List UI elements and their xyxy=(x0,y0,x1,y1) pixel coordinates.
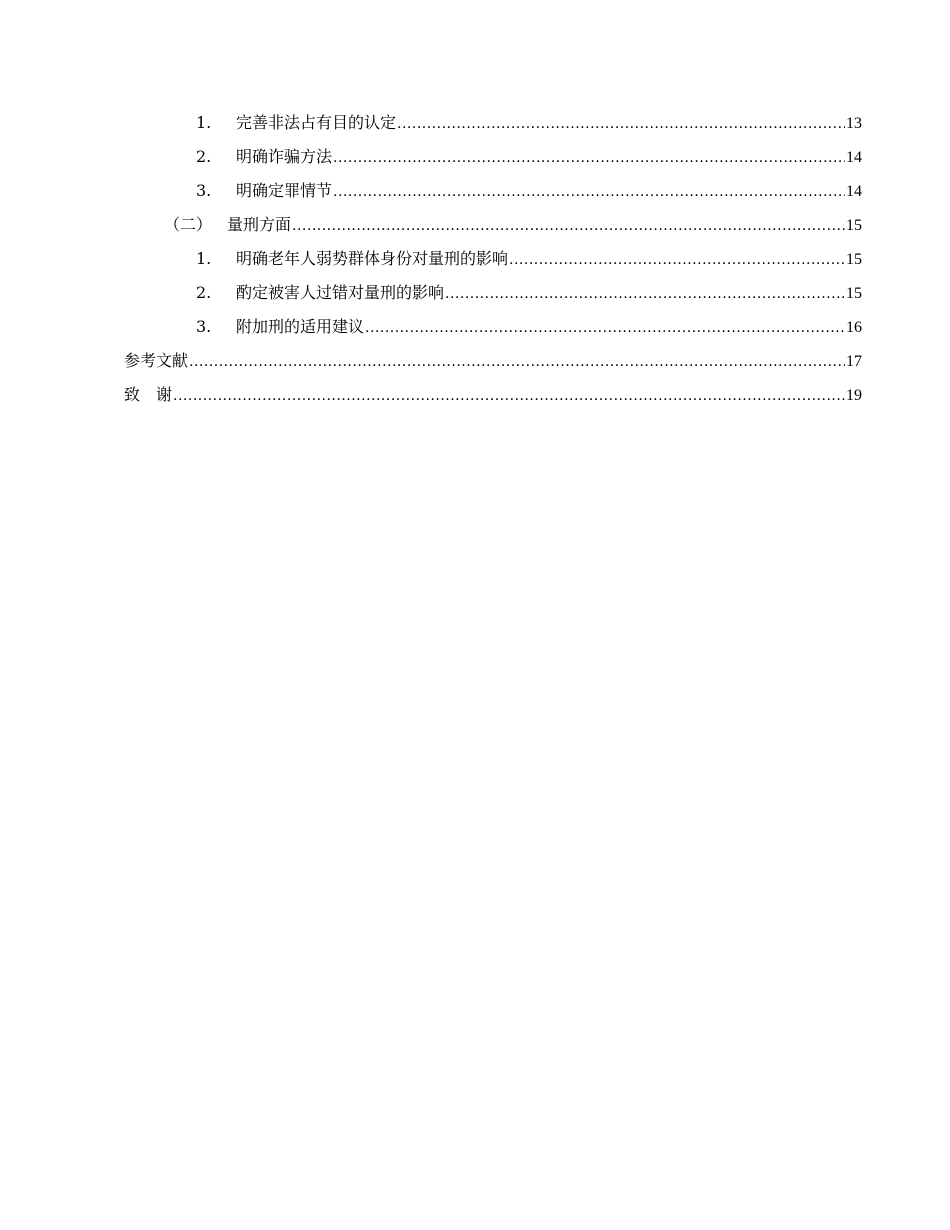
toc-dot-leader xyxy=(173,383,845,409)
toc-entry-number: 3. xyxy=(196,181,212,200)
toc-entry-title: 酌定被害人过错对量刑的影响 xyxy=(236,283,445,302)
toc-dot-leader xyxy=(333,145,845,171)
toc-entry-title: 完善非法占有目的认定 xyxy=(236,113,397,132)
toc-entry-page: 15 xyxy=(846,251,862,268)
toc-entry[interactable] xyxy=(124,178,862,212)
table-of-contents xyxy=(124,110,862,416)
toc-entry[interactable] xyxy=(124,314,862,348)
toc-entry[interactable] xyxy=(124,144,862,178)
toc-entry-page: 16 xyxy=(846,319,862,336)
toc-dot-leader xyxy=(333,179,845,205)
toc-entry[interactable] xyxy=(124,110,862,144)
toc-dot-leader xyxy=(509,247,845,273)
toc-entry-number: （二） xyxy=(164,215,213,234)
toc-entry-title: 明确诈骗方法 xyxy=(236,147,333,166)
toc-entry-title: 明确定罪情节 xyxy=(236,181,333,200)
toc-entry-title: 参考文献 xyxy=(124,351,189,370)
toc-entry[interactable] xyxy=(124,280,862,314)
toc-entry-page: 15 xyxy=(846,285,862,302)
toc-entry-title: 致 谢 xyxy=(124,385,173,404)
toc-entry-title: 附加刑的适用建议 xyxy=(236,317,365,336)
toc-entry-page: 19 xyxy=(846,387,862,404)
toc-entry-number: 2. xyxy=(196,147,212,166)
toc-entry-page: 15 xyxy=(846,217,862,234)
toc-dot-leader xyxy=(445,281,845,307)
toc-entry-page: 14 xyxy=(846,183,862,200)
toc-dot-leader xyxy=(189,349,845,375)
toc-entry[interactable] xyxy=(124,212,862,246)
toc-entry-title: 量刑方面 xyxy=(227,215,292,234)
toc-entry-page: 13 xyxy=(846,115,862,132)
toc-entry[interactable] xyxy=(124,382,862,416)
toc-dot-leader xyxy=(292,213,845,239)
toc-entry[interactable] xyxy=(124,348,862,382)
toc-entry-number: 1. xyxy=(196,113,212,132)
toc-dot-leader xyxy=(397,111,845,137)
toc-entry[interactable] xyxy=(124,246,862,280)
toc-entry-page: 14 xyxy=(846,149,862,166)
toc-entry-number: 2. xyxy=(196,283,212,302)
toc-entry-number: 1. xyxy=(196,249,212,268)
toc-entry-number: 3. xyxy=(196,317,212,336)
toc-entry-page: 17 xyxy=(846,353,862,370)
toc-entry-title: 明确老年人弱势群体身份对量刑的影响 xyxy=(236,249,509,268)
toc-dot-leader xyxy=(365,315,845,341)
